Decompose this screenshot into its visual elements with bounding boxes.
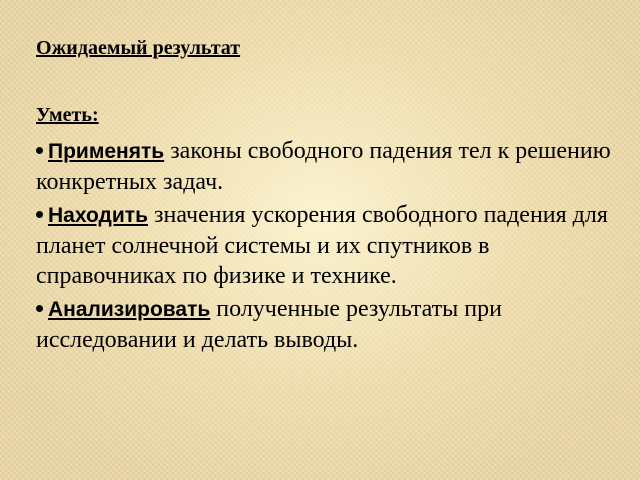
list-item [36, 136, 611, 197]
bullet-icon [36, 147, 43, 154]
bullet-icon [36, 211, 43, 218]
list-item [36, 294, 611, 355]
item-verb: Находить [48, 204, 148, 227]
item-text: значения ускорения свободного падения для планет солнечной системы и их спутников в справочниках по физике и технике. [36, 202, 608, 289]
skills-list [36, 136, 611, 358]
item-text: полученные результаты при исследовании и делать выводы. [36, 296, 502, 353]
item-verb: Применять [48, 140, 165, 163]
bullet-icon [36, 305, 43, 312]
item-text: законы свободного падения тел к решению конкретных задач. [36, 138, 611, 195]
slide-subtitle: Уметь: [36, 104, 99, 126]
slide-title: Ожидаемый результат [36, 37, 241, 59]
item-verb: Анализировать [48, 298, 211, 321]
list-item [36, 200, 611, 291]
